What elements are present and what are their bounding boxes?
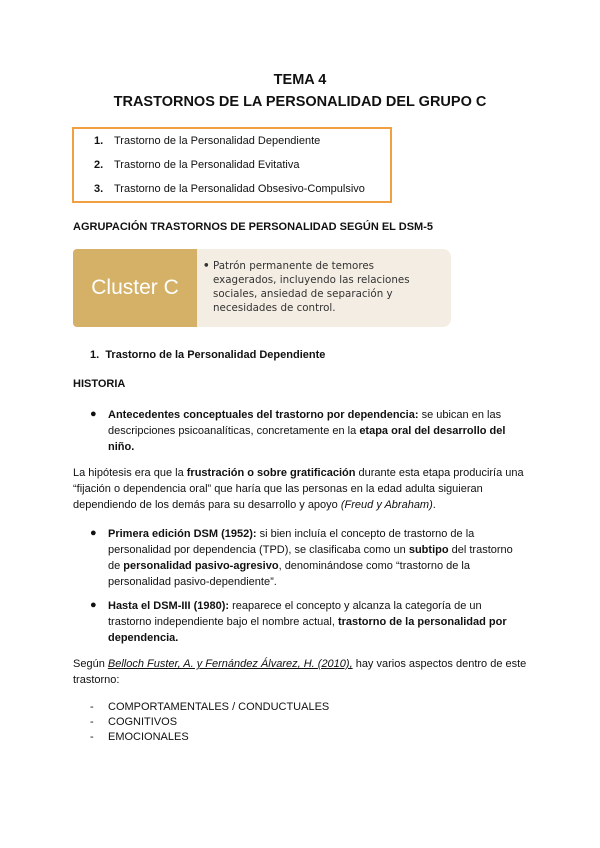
cluster-line: exagerados, incluyendo las relaciones <box>213 274 410 286</box>
hypothesis-paragraph <box>73 465 529 513</box>
bullet-icon: ● <box>90 408 97 420</box>
bold-text: frustración o sobre gratificación <box>186 467 356 479</box>
cluster-description <box>197 249 451 327</box>
reference-link[interactable]: Belloch Fuster, A. y Fernández Álvarez, H. (2010), <box>107 658 353 670</box>
bullet-icon: ● <box>90 527 97 539</box>
page-subtitle: TRASTORNOS DE LA PERSONALIDAD DEL GRUPO C <box>113 94 487 110</box>
toc-item: 2. Trastorno de la Personalidad Evitativa <box>94 159 300 171</box>
text: Según <box>73 658 108 670</box>
text: si bien incluía el concepto de trastorno de la personalidad por dependencia (TPD), se clasificaba como un <box>108 528 475 556</box>
subsection-title <box>90 349 325 361</box>
list-item: COGNITIVOS <box>108 716 178 728</box>
text: , denominándose como “trastorno de la personalidad pasivo-dependiente”. <box>108 560 470 588</box>
cluster-line: Patrón permanente de temores <box>213 260 375 272</box>
bullet-paragraph <box>108 598 520 646</box>
text: reaparece el concepto y alcanza la categoría de un trastorno independiente bajo el nombre actual, <box>108 600 482 628</box>
subsection-label: Trastorno de la Personalidad Dependiente <box>105 349 326 361</box>
bullet-icon: • <box>203 260 210 272</box>
bold-text: Primera edición DSM (1952): <box>108 528 257 540</box>
bold-text: subtipo <box>408 544 449 556</box>
bullet-paragraph <box>108 526 520 590</box>
list-item: EMOCIONALES <box>108 731 189 743</box>
citation: (Freud y Abraham) <box>340 499 433 511</box>
text: hay varios aspectos dentro de este trastorno: <box>73 658 527 686</box>
bullet-paragraph <box>108 407 520 455</box>
text: durante esta etapa produciría una “fijación o dependencia oral” que haría que las personas en la edad adulta siguieran dependiendo de los demás para su desarrollo y apoyo <box>73 467 524 511</box>
text: . <box>432 499 436 511</box>
cluster-line: necesidades de control. <box>213 302 336 314</box>
cluster-line: sociales, ansiedad de separación y <box>213 288 393 300</box>
page-title: TEMA 4 <box>273 72 327 88</box>
segun-paragraph <box>73 656 529 688</box>
toc-item: 3. Trastorno de la Personalidad Obsesivo-Compulsivo <box>94 183 365 195</box>
bold-text: trastorno de la personalidad por dependencia. <box>108 616 507 644</box>
bold-text: Antecedentes conceptuales del trastorno por dependencia: <box>108 409 419 421</box>
subsection-number: 1. <box>90 349 100 361</box>
dash-bullet: - <box>90 716 94 728</box>
toc-item: 1. Trastorno de la Personalidad Dependiente <box>94 135 321 147</box>
cluster-label: Cluster C <box>73 249 197 327</box>
text: La hipótesis era que la <box>73 467 187 479</box>
text: se ubican en las descripciones psicoanalíticas, concretamente en la <box>108 409 502 437</box>
bold-text: Hasta el DSM-III (1980): <box>108 600 230 612</box>
cluster-c-graphic <box>73 249 451 327</box>
dash-bullet: - <box>90 701 94 713</box>
list-item: COMPORTAMENTALES / CONDUCTUALES <box>108 701 330 713</box>
text: del trastorno de <box>108 544 513 572</box>
table-of-contents <box>72 127 392 203</box>
bullet-icon: ● <box>90 599 97 611</box>
historia-heading: HISTORIA <box>73 378 126 390</box>
bold-text: etapa oral del desarrollo del niño. <box>108 425 506 453</box>
bold-text: personalidad pasivo-agresivo <box>123 560 279 572</box>
dash-bullet: - <box>90 731 94 743</box>
section-heading: AGRUPACIÓN TRASTORNOS DE PERSONALIDAD SEGÚN EL DSM-5 <box>73 221 433 233</box>
